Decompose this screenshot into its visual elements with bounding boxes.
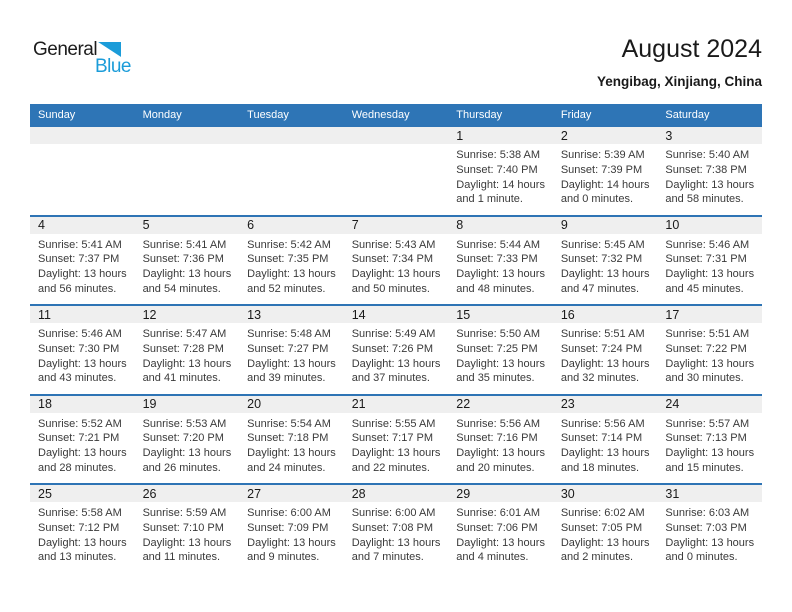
logo-text-general: General bbox=[33, 39, 98, 60]
day-number: 4 bbox=[38, 218, 45, 232]
day-cell-2 bbox=[553, 127, 658, 215]
day-number-band bbox=[448, 306, 553, 323]
daylight-line-1: Daylight: 13 hours bbox=[456, 536, 545, 549]
day-number-band bbox=[448, 396, 553, 413]
sunset-line: Sunset: 7:09 PM bbox=[247, 521, 329, 534]
day-info bbox=[657, 323, 762, 386]
sunrise-line: Sunrise: 5:48 AM bbox=[247, 328, 331, 340]
day-number: 13 bbox=[247, 307, 262, 322]
day-number-band bbox=[657, 217, 762, 234]
daylight-line-1: Daylight: 13 hours bbox=[142, 268, 232, 281]
day-number-band bbox=[344, 306, 449, 323]
week-row-2 bbox=[30, 215, 762, 305]
day-cell-18 bbox=[30, 396, 135, 484]
day-number: 7 bbox=[351, 218, 359, 232]
sunrise-line: Sunrise: 6:00 AM bbox=[351, 507, 436, 519]
empty-day-cell bbox=[135, 127, 240, 215]
sunset-line: Sunset: 7:40 PM bbox=[456, 163, 538, 176]
day-number-band bbox=[239, 217, 344, 234]
daylight-line-1: Daylight: 13 hours bbox=[142, 357, 232, 370]
sunrise-line: Sunrise: 5:59 AM bbox=[142, 507, 227, 519]
daylight-line-1: Daylight: 13 hours bbox=[38, 536, 127, 549]
day-number-band bbox=[448, 217, 553, 234]
sunset-line: Sunset: 7:35 PM bbox=[247, 253, 329, 266]
calendar-table bbox=[30, 104, 762, 573]
sunrise-line: Sunrise: 5:41 AM bbox=[142, 238, 227, 251]
day-cell-17 bbox=[657, 306, 762, 394]
weekday-header-tuesday: Tuesday bbox=[247, 108, 289, 121]
day-info bbox=[448, 502, 553, 565]
day-info bbox=[344, 234, 449, 297]
day-cell-28 bbox=[344, 485, 449, 573]
sunset-line: Sunset: 7:24 PM bbox=[560, 342, 643, 355]
day-cell-13 bbox=[239, 306, 344, 394]
day-number: 20 bbox=[247, 397, 262, 411]
daylight-line-2: and 9 minutes. bbox=[247, 551, 320, 564]
day-info bbox=[553, 144, 658, 207]
day-number-band bbox=[448, 485, 553, 502]
day-info bbox=[239, 234, 344, 297]
day-info bbox=[30, 234, 135, 297]
day-number: 9 bbox=[560, 218, 568, 232]
daylight-line-1: Daylight: 13 hours bbox=[456, 447, 545, 460]
day-cell-3 bbox=[657, 127, 762, 215]
daylight-line-1: Daylight: 13 hours bbox=[560, 268, 650, 281]
day-number: 27 bbox=[247, 486, 262, 501]
day-number: 22 bbox=[456, 397, 471, 411]
weekday-header-friday: Friday bbox=[560, 108, 592, 121]
day-cell-1 bbox=[448, 127, 553, 215]
sunrise-line: Sunrise: 5:57 AM bbox=[665, 417, 750, 430]
day-number: 2 bbox=[560, 128, 568, 143]
day-number: 12 bbox=[142, 307, 157, 322]
sunset-line: Sunset: 7:31 PM bbox=[665, 253, 747, 266]
daylight-line-1: Daylight: 13 hours bbox=[665, 268, 755, 281]
daylight-line-2: and 58 minutes. bbox=[665, 193, 744, 206]
sunset-line: Sunset: 7:16 PM bbox=[456, 432, 538, 445]
daylight-line-2: and 28 minutes. bbox=[38, 461, 117, 474]
sunrise-line: Sunrise: 5:51 AM bbox=[665, 328, 750, 340]
day-info bbox=[239, 413, 344, 476]
daylight-line-2: and 37 minutes. bbox=[351, 372, 430, 385]
sunrise-line: Sunrise: 5:39 AM bbox=[560, 149, 645, 161]
daylight-line-1: Daylight: 13 hours bbox=[560, 536, 650, 549]
daylight-line-2: and 4 minutes. bbox=[456, 551, 529, 564]
daylight-line-2: and 22 minutes. bbox=[351, 461, 430, 474]
daylight-line-2: and 41 minutes. bbox=[142, 372, 221, 385]
day-info bbox=[448, 144, 553, 207]
day-info bbox=[30, 413, 135, 476]
sunset-line: Sunset: 7:14 PM bbox=[560, 432, 643, 445]
day-number-band bbox=[344, 217, 449, 234]
day-number-band bbox=[344, 127, 449, 144]
day-number: 8 bbox=[456, 218, 464, 232]
daylight-line-2: and 13 minutes. bbox=[38, 551, 117, 564]
day-number-band bbox=[657, 127, 762, 144]
day-cell-14 bbox=[344, 306, 449, 394]
sunrise-line: Sunrise: 5:50 AM bbox=[456, 328, 541, 340]
sunset-line: Sunset: 7:05 PM bbox=[560, 521, 643, 534]
daylight-line-2: and 11 minutes. bbox=[142, 551, 221, 564]
daylight-line-1: Daylight: 13 hours bbox=[351, 447, 441, 460]
day-cell-9 bbox=[553, 217, 658, 305]
day-number: 14 bbox=[351, 307, 366, 322]
sunset-line: Sunset: 7:22 PM bbox=[665, 342, 747, 355]
daylight-line-1: Daylight: 13 hours bbox=[351, 268, 441, 281]
day-number: 11 bbox=[38, 307, 51, 322]
weekday-header-sunday: Sunday bbox=[38, 108, 76, 121]
daylight-line-1: Daylight: 13 hours bbox=[456, 357, 545, 370]
daylight-line-1: Daylight: 13 hours bbox=[560, 357, 650, 370]
daylight-line-2: and 30 minutes. bbox=[665, 372, 744, 385]
logo-text-blue: Blue bbox=[94, 56, 131, 77]
daylight-line-2: and 26 minutes. bbox=[142, 461, 221, 474]
day-cell-29 bbox=[448, 485, 553, 573]
daylight-line-2: and 0 minutes. bbox=[560, 193, 633, 206]
daylight-line-2: and 0 minutes. bbox=[665, 551, 738, 564]
day-number-band bbox=[239, 306, 344, 323]
sunrise-line: Sunrise: 5:53 AM bbox=[142, 417, 227, 430]
sunrise-line: Sunrise: 5:56 AM bbox=[560, 417, 645, 430]
day-cell-8 bbox=[448, 217, 553, 305]
sunset-line: Sunset: 7:03 PM bbox=[665, 521, 747, 534]
day-number-band bbox=[135, 396, 240, 413]
page-title: August 2024 bbox=[621, 35, 762, 63]
day-info bbox=[344, 323, 449, 386]
sunset-line: Sunset: 7:38 PM bbox=[665, 163, 747, 176]
daylight-line-2: and 52 minutes. bbox=[247, 282, 326, 295]
sunrise-line: Sunrise: 5:46 AM bbox=[38, 328, 122, 340]
day-info bbox=[30, 323, 135, 386]
day-info bbox=[344, 502, 449, 565]
day-info bbox=[657, 502, 762, 565]
day-number-band bbox=[239, 485, 344, 502]
daylight-line-1: Daylight: 14 hours bbox=[456, 178, 545, 191]
sunrise-line: Sunrise: 5:58 AM bbox=[38, 507, 122, 519]
sunset-line: Sunset: 7:27 PM bbox=[247, 342, 329, 355]
day-number: 23 bbox=[560, 397, 575, 411]
day-number: 18 bbox=[38, 397, 52, 411]
sunrise-line: Sunrise: 5:40 AM bbox=[665, 149, 750, 161]
day-number-band bbox=[553, 485, 658, 502]
location-subtitle: Yengibag, Xinjiang, China bbox=[596, 74, 762, 89]
day-cell-12 bbox=[135, 306, 240, 394]
day-info bbox=[448, 234, 553, 297]
daylight-line-2: and 18 minutes. bbox=[560, 461, 640, 474]
day-info bbox=[657, 234, 762, 297]
sunrise-line: Sunrise: 5:46 AM bbox=[665, 238, 750, 251]
calendar-weeks bbox=[30, 125, 762, 573]
day-cell-27 bbox=[239, 485, 344, 573]
sunrise-line: Sunrise: 6:03 AM bbox=[665, 507, 750, 519]
daylight-line-1: Daylight: 13 hours bbox=[665, 178, 755, 191]
sunset-line: Sunset: 7:32 PM bbox=[560, 253, 643, 266]
sunset-line: Sunset: 7:18 PM bbox=[247, 432, 329, 445]
sunset-line: Sunset: 7:17 PM bbox=[351, 432, 434, 445]
empty-day-cell bbox=[30, 127, 135, 215]
day-number: 3 bbox=[665, 128, 673, 143]
sunrise-line: Sunrise: 6:01 AM bbox=[456, 507, 541, 519]
day-number-band bbox=[135, 217, 240, 234]
daylight-line-2: and 43 minutes. bbox=[38, 372, 117, 385]
sunset-line: Sunset: 7:30 PM bbox=[38, 342, 120, 355]
sunrise-line: Sunrise: 5:56 AM bbox=[456, 417, 541, 430]
day-info bbox=[448, 413, 553, 476]
daylight-line-1: Daylight: 13 hours bbox=[247, 357, 336, 370]
day-number: 26 bbox=[142, 486, 157, 501]
daylight-line-1: Daylight: 13 hours bbox=[38, 357, 127, 370]
sunset-line: Sunset: 7:28 PM bbox=[142, 342, 224, 355]
daylight-line-1: Daylight: 13 hours bbox=[351, 357, 441, 370]
day-info bbox=[239, 502, 344, 565]
sunrise-line: Sunrise: 5:44 AM bbox=[456, 238, 541, 251]
week-row-4 bbox=[30, 394, 762, 484]
day-info bbox=[135, 234, 240, 297]
sunset-line: Sunset: 7:13 PM bbox=[665, 432, 747, 445]
day-cell-10 bbox=[657, 217, 762, 305]
sunrise-line: Sunrise: 5:45 AM bbox=[560, 238, 645, 251]
sunset-line: Sunset: 7:36 PM bbox=[142, 253, 224, 266]
daylight-line-2: and 54 minutes. bbox=[142, 282, 221, 295]
daylight-line-2: and 50 minutes. bbox=[351, 282, 430, 295]
day-cell-15 bbox=[448, 306, 553, 394]
day-number-band bbox=[553, 217, 658, 234]
sunset-line: Sunset: 7:20 PM bbox=[142, 432, 224, 445]
day-info bbox=[553, 413, 658, 476]
sunset-line: Sunset: 7:06 PM bbox=[456, 521, 538, 534]
week-row-3 bbox=[30, 304, 762, 394]
sunset-line: Sunset: 7:25 PM bbox=[456, 342, 538, 355]
day-number: 30 bbox=[560, 486, 575, 501]
day-number: 1 bbox=[456, 128, 464, 143]
day-number-band bbox=[657, 396, 762, 413]
daylight-line-2: and 39 minutes. bbox=[247, 372, 326, 385]
day-number: 6 bbox=[247, 218, 255, 232]
day-number-band bbox=[657, 485, 762, 502]
day-number: 24 bbox=[665, 397, 680, 411]
sunset-line: Sunset: 7:33 PM bbox=[456, 253, 538, 266]
daylight-line-2: and 2 minutes. bbox=[560, 551, 633, 564]
weekday-header-wednesday: Wednesday bbox=[351, 108, 410, 121]
daylight-line-2: and 24 minutes. bbox=[247, 461, 326, 474]
day-info bbox=[553, 234, 658, 297]
daylight-line-1: Daylight: 13 hours bbox=[665, 536, 755, 549]
daylight-line-1: Daylight: 13 hours bbox=[351, 536, 441, 549]
daylight-line-2: and 7 minutes. bbox=[351, 551, 424, 564]
day-number-band bbox=[448, 127, 553, 144]
weekday-header-row bbox=[30, 104, 762, 125]
day-info bbox=[553, 502, 658, 565]
weekday-header-monday: Monday bbox=[142, 108, 182, 121]
general-blue-logo bbox=[33, 40, 133, 75]
day-number-band bbox=[239, 127, 344, 144]
day-number: 16 bbox=[560, 307, 575, 322]
week-row-1 bbox=[30, 125, 762, 215]
daylight-line-2: and 56 minutes. bbox=[38, 282, 117, 295]
day-number-band bbox=[553, 396, 658, 413]
day-info bbox=[344, 413, 449, 476]
daylight-line-1: Daylight: 13 hours bbox=[560, 447, 650, 460]
daylight-line-2: and 35 minutes. bbox=[456, 372, 535, 385]
day-cell-22 bbox=[448, 396, 553, 484]
day-info bbox=[657, 413, 762, 476]
daylight-line-1: Daylight: 14 hours bbox=[560, 178, 650, 191]
day-number: 10 bbox=[665, 218, 680, 232]
day-info bbox=[553, 323, 658, 386]
sunset-line: Sunset: 7:39 PM bbox=[560, 163, 643, 176]
sunset-line: Sunset: 7:21 PM bbox=[38, 432, 120, 445]
daylight-line-1: Daylight: 13 hours bbox=[665, 357, 755, 370]
day-number: 19 bbox=[142, 397, 157, 411]
daylight-line-2: and 32 minutes. bbox=[560, 372, 640, 385]
day-cell-21 bbox=[344, 396, 449, 484]
day-number-band bbox=[553, 306, 658, 323]
sunrise-line: Sunrise: 5:49 AM bbox=[351, 328, 436, 340]
day-cell-11 bbox=[30, 306, 135, 394]
day-number-band bbox=[657, 306, 762, 323]
day-number: 28 bbox=[351, 486, 366, 501]
daylight-line-1: Daylight: 13 hours bbox=[247, 268, 336, 281]
day-cell-30 bbox=[553, 485, 658, 573]
sunrise-line: Sunrise: 6:02 AM bbox=[560, 507, 645, 519]
day-number-band bbox=[30, 127, 135, 144]
day-number: 29 bbox=[456, 486, 471, 501]
daylight-line-1: Daylight: 13 hours bbox=[456, 268, 545, 281]
day-cell-4 bbox=[30, 217, 135, 305]
day-number: 25 bbox=[38, 486, 52, 501]
sunrise-line: Sunrise: 6:00 AM bbox=[247, 507, 331, 519]
sunrise-line: Sunrise: 5:38 AM bbox=[456, 149, 541, 161]
day-number-band bbox=[30, 306, 135, 323]
day-number-band bbox=[344, 396, 449, 413]
sunrise-line: Sunrise: 5:43 AM bbox=[351, 238, 436, 251]
daylight-line-2: and 45 minutes. bbox=[665, 282, 744, 295]
daylight-line-1: Daylight: 13 hours bbox=[38, 447, 127, 460]
day-number: 21 bbox=[351, 397, 366, 411]
sunset-line: Sunset: 7:12 PM bbox=[38, 521, 120, 534]
sunrise-line: Sunrise: 5:42 AM bbox=[247, 238, 331, 251]
sunset-line: Sunset: 7:34 PM bbox=[351, 253, 434, 266]
daylight-line-1: Daylight: 13 hours bbox=[247, 536, 336, 549]
day-number-band bbox=[30, 396, 135, 413]
day-info bbox=[657, 144, 762, 207]
day-info bbox=[239, 323, 344, 386]
daylight-line-1: Daylight: 13 hours bbox=[38, 268, 127, 281]
sunrise-line: Sunrise: 5:47 AM bbox=[142, 328, 227, 340]
day-number-band bbox=[344, 485, 449, 502]
week-row-5 bbox=[30, 483, 762, 573]
daylight-line-2: and 1 minute. bbox=[456, 193, 523, 206]
day-info bbox=[135, 413, 240, 476]
sunrise-line: Sunrise: 5:51 AM bbox=[560, 328, 645, 340]
sunset-line: Sunset: 7:37 PM bbox=[38, 253, 120, 266]
weekday-header-saturday: Saturday bbox=[665, 108, 710, 121]
logo-triangle-icon bbox=[98, 42, 121, 57]
sunrise-line: Sunrise: 5:55 AM bbox=[351, 417, 436, 430]
sunset-line: Sunset: 7:26 PM bbox=[351, 342, 434, 355]
day-cell-5 bbox=[135, 217, 240, 305]
day-number: 31 bbox=[665, 486, 680, 501]
day-info bbox=[135, 323, 240, 386]
daylight-line-2: and 15 minutes. bbox=[665, 461, 744, 474]
daylight-line-2: and 48 minutes. bbox=[456, 282, 535, 295]
day-cell-19 bbox=[135, 396, 240, 484]
sunrise-line: Sunrise: 5:54 AM bbox=[247, 417, 331, 430]
day-cell-23 bbox=[553, 396, 658, 484]
day-cell-24 bbox=[657, 396, 762, 484]
daylight-line-2: and 47 minutes. bbox=[560, 282, 640, 295]
day-cell-31 bbox=[657, 485, 762, 573]
day-cell-6 bbox=[239, 217, 344, 305]
day-number-band bbox=[135, 306, 240, 323]
day-number-band bbox=[135, 127, 240, 144]
empty-day-cell bbox=[239, 127, 344, 215]
day-cell-16 bbox=[553, 306, 658, 394]
weekday-header-thursday: Thursday bbox=[456, 108, 503, 121]
sunrise-line: Sunrise: 5:41 AM bbox=[38, 238, 122, 251]
daylight-line-1: Daylight: 13 hours bbox=[247, 447, 336, 460]
day-number-band bbox=[30, 217, 135, 234]
daylight-line-1: Daylight: 13 hours bbox=[142, 536, 232, 549]
empty-day-cell bbox=[344, 127, 449, 215]
day-number: 5 bbox=[142, 218, 150, 232]
day-info bbox=[30, 502, 135, 565]
title-block bbox=[597, 36, 762, 89]
daylight-line-1: Daylight: 13 hours bbox=[142, 447, 232, 460]
day-number-band bbox=[30, 485, 135, 502]
day-cell-20 bbox=[239, 396, 344, 484]
day-info bbox=[135, 502, 240, 565]
day-number: 15 bbox=[456, 307, 471, 322]
day-number-band bbox=[553, 127, 658, 144]
sunrise-line: Sunrise: 5:52 AM bbox=[38, 417, 122, 430]
sunset-line: Sunset: 7:08 PM bbox=[351, 521, 434, 534]
sunset-line: Sunset: 7:10 PM bbox=[142, 521, 224, 534]
day-cell-26 bbox=[135, 485, 240, 573]
daylight-line-2: and 20 minutes. bbox=[456, 461, 535, 474]
day-number: 17 bbox=[665, 307, 680, 322]
day-info bbox=[448, 323, 553, 386]
day-cell-25 bbox=[30, 485, 135, 573]
day-cell-7 bbox=[344, 217, 449, 305]
daylight-line-1: Daylight: 13 hours bbox=[665, 447, 755, 460]
day-number-band bbox=[135, 485, 240, 502]
day-number-band bbox=[239, 396, 344, 413]
